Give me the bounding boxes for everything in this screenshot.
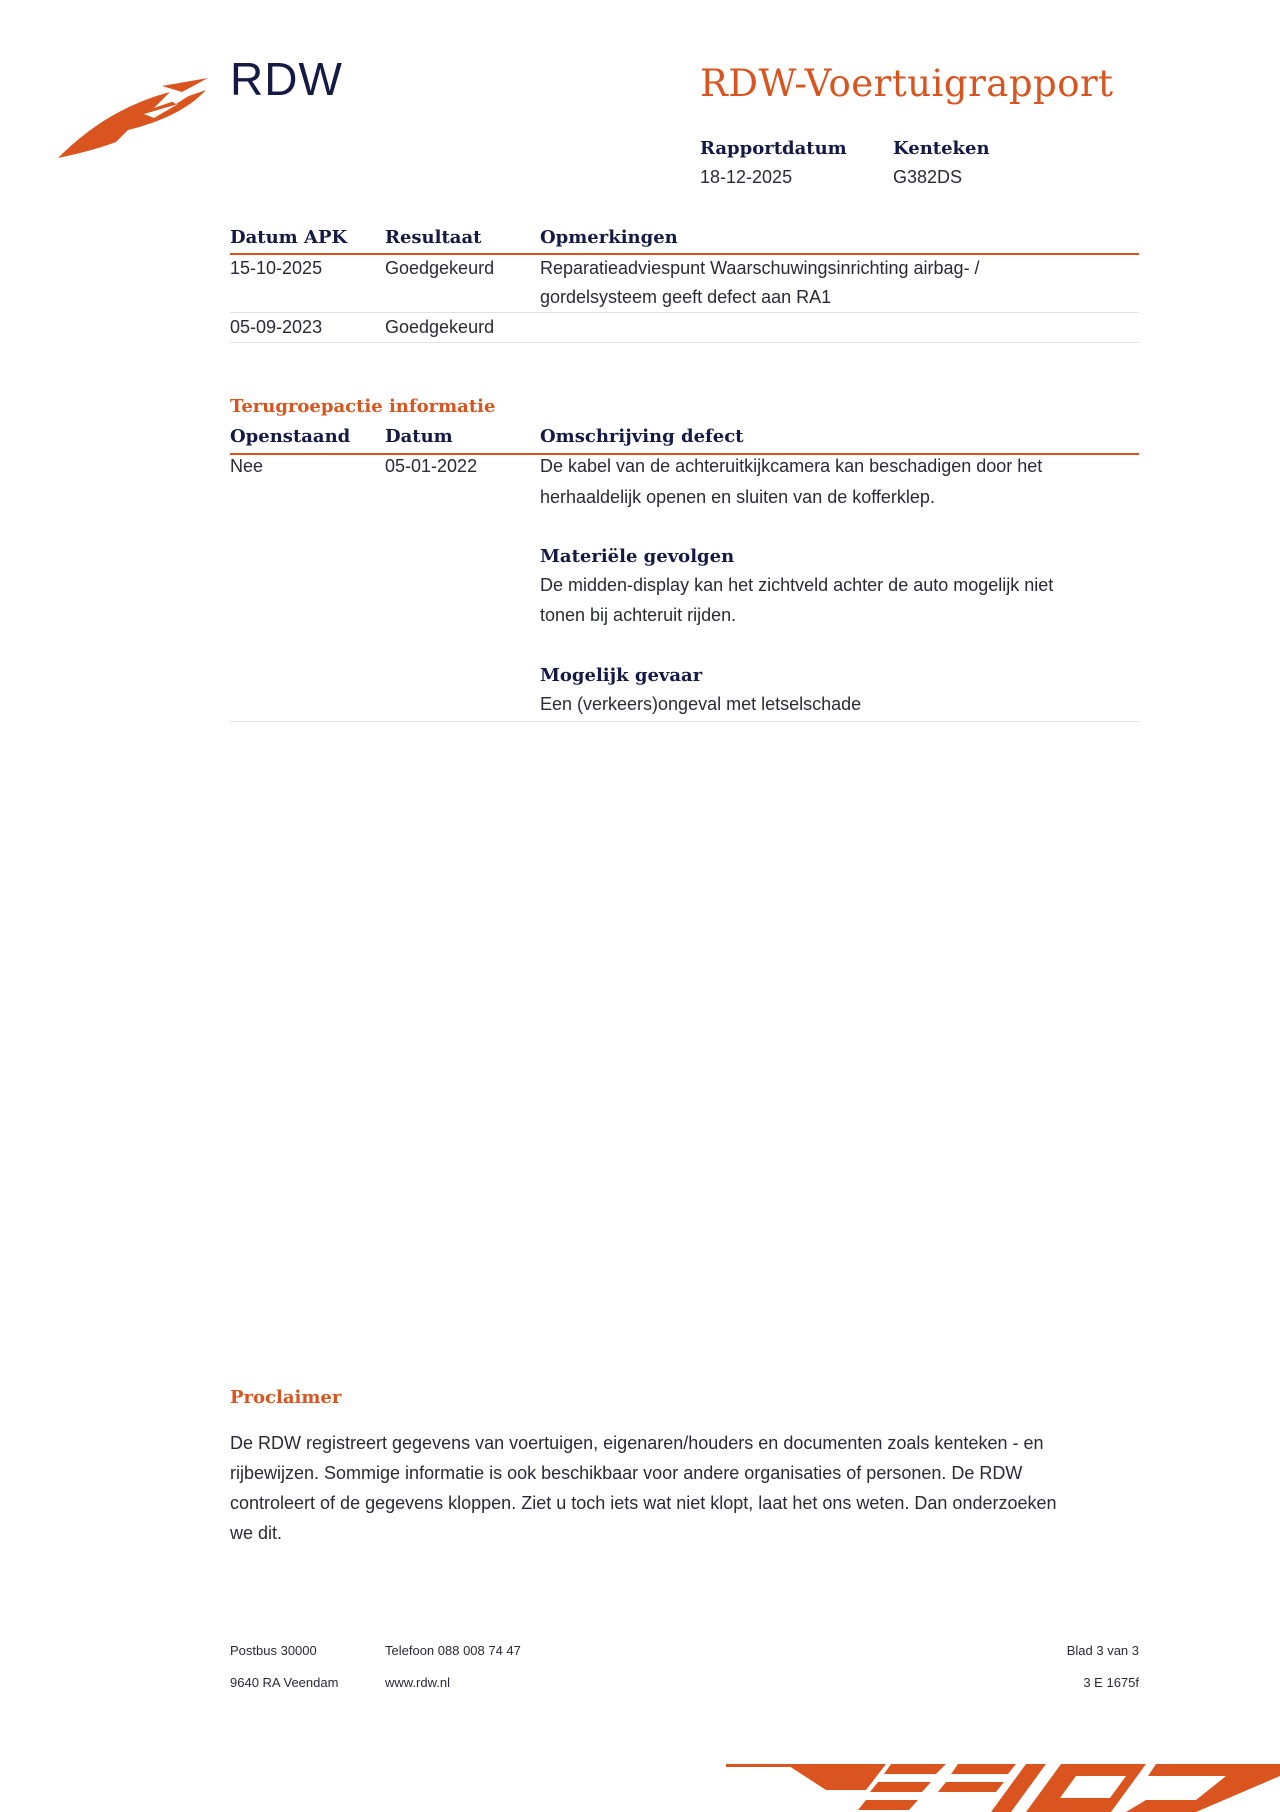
apk-row-2-date: 05-09-2023 <box>230 317 323 337</box>
danger-title: Mogelijk gevaar <box>540 665 703 686</box>
apk-row-2-result: Goedgekeurd <box>385 317 495 337</box>
footer-code: 3 E 1675f <box>1083 1675 1139 1690</box>
apk-header-remarks: Opmerkingen <box>540 227 678 248</box>
consequences-title: Materiële gevolgen <box>540 546 735 567</box>
consequences-line1: De midden-display kan het zichtveld achter de auto mogelijk niet <box>540 575 1054 595</box>
plate-value: G382DS <box>893 167 963 187</box>
row-divider <box>230 342 1139 343</box>
apk-row-1-remark-line2: gordelsysteem geeft defect aan RA1 <box>540 287 832 307</box>
proclaimer-text <box>230 1428 1130 1548</box>
page-title: RDW-Voertuigrapport <box>700 62 1114 105</box>
recall-header-defect: Omschrijving defect <box>540 426 744 447</box>
recall-open-value: Nee <box>230 456 264 476</box>
report-date-label: Rapportdatum <box>700 138 847 159</box>
report-date-value: 18-12-2025 <box>700 167 793 187</box>
proclaimer-line: controleert of de gegevens kloppen. Ziet u toch iets wat niet klopt, laat het ons weten. Dan onderzoeken <box>230 1493 1057 1513</box>
proclaimer-line: rijbewijzen. Sommige informatie is ook beschikbaar voor andere organisaties of personen. De RDW <box>230 1463 1023 1483</box>
apk-row-1-date: 15-10-2025 <box>230 258 323 278</box>
recall-date-value: 05-01-2022 <box>385 456 478 476</box>
apk-row-1-result: Goedgekeurd <box>385 258 495 278</box>
danger-text: Een (verkeers)ongeval met letselschade <box>540 694 862 714</box>
recall-defect-line1: De kabel van de achteruitkijkcamera kan beschadigen door het <box>540 456 1043 476</box>
footer-phone: Telefoon 088 008 74 47 <box>385 1643 521 1658</box>
logo-text: RDW <box>230 53 343 105</box>
recall-header-date: Datum <box>385 426 453 447</box>
row-divider <box>230 312 1139 313</box>
plate-label: Kenteken <box>893 138 990 159</box>
apk-header-result: Resultaat <box>385 227 482 248</box>
footer-city: 9640 RA Veendam <box>230 1675 339 1690</box>
apk-row-1-remark-line1: Reparatieadviespunt Waarschuwingsinrichting airbag- / <box>540 258 980 278</box>
recall-defect-line2: herhaaldelijk openen en sluiten van de kofferklep. <box>540 487 935 507</box>
apk-header-date: Datum APK <box>230 227 348 248</box>
consequences-line2: tonen bij achteruit rijden. <box>540 605 737 625</box>
rdw-logo-icon <box>58 78 208 162</box>
proclaimer-title: Proclaimer <box>230 1387 342 1408</box>
footer-postbus: Postbus 30000 <box>230 1643 317 1658</box>
recall-header-open: Openstaand <box>230 426 351 447</box>
footer-website: www.rdw.nl <box>385 1675 451 1690</box>
proclaimer-line: we dit. <box>230 1523 283 1543</box>
row-divider <box>230 721 1139 722</box>
proclaimer-line: De RDW registreert gegevens van voertuigen, eigenaren/houders en documenten zoals kenteken - en <box>230 1433 1044 1453</box>
stripes-decoration-icon <box>726 1760 1280 1812</box>
recall-title: Terugroepactie informatie <box>230 396 496 417</box>
footer-page: Blad 3 van 3 <box>1066 1643 1139 1658</box>
